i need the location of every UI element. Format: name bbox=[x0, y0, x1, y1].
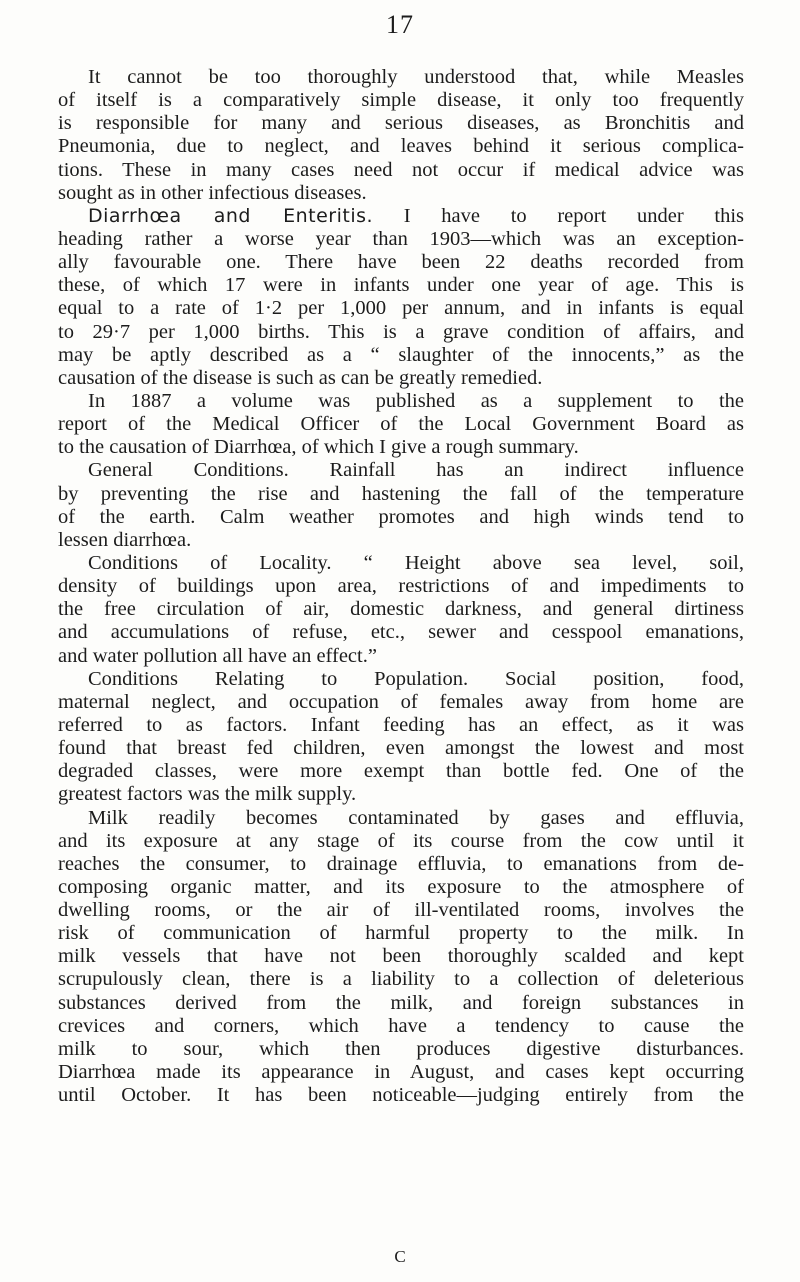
text-line: tions. These in many cases need not occur if medical advice was bbox=[58, 158, 744, 181]
text-line: referred to as factors. Infant feeding has an effect, as it was bbox=[58, 713, 744, 736]
text-line: greatest factors was the milk supply. bbox=[58, 783, 357, 806]
text-line: heading rather a worse year than 1903—which was an exception- bbox=[58, 227, 744, 250]
text-line: dwelling rooms, or the air of ill-ventilated rooms, involves the bbox=[58, 899, 744, 922]
text-line: Conditions Relating to Population. Social position, food, bbox=[88, 667, 744, 690]
signature-mark: C bbox=[394, 1247, 406, 1266]
text-line: reaches the consumer, to drainage effluvia, to emanations from de- bbox=[58, 852, 744, 875]
text-line: In 1887 a volume was published as a supplement to the bbox=[88, 389, 744, 412]
text-line: and water pollution all have an effect.” bbox=[58, 644, 377, 667]
text-line: crevices and corners, which have a tendency to cause the bbox=[58, 1014, 744, 1037]
text-line: causation of the disease is such as can be greatly remedied. bbox=[58, 366, 543, 389]
text-line: sought as in other infectious diseases. bbox=[58, 181, 367, 204]
text-line: scrupulously clean, there is a liability to a collection of deleterious bbox=[58, 968, 744, 991]
text-line: until October. It has been noticeable—judging entirely from the bbox=[58, 1084, 744, 1107]
text-line: found that breast fed children, even amongst the lowest and most bbox=[58, 737, 744, 760]
text-line: these, of which 17 were in infants under one year of age. This is bbox=[58, 274, 744, 297]
text-line: milk vessels that have not been thoroughly scalded and kept bbox=[58, 945, 744, 968]
text-line: of the earth. Calm weather promotes and high winds tend to bbox=[58, 505, 744, 528]
text-line: may be aptly described as a “ slaughter of the innocents,” as the bbox=[58, 343, 744, 366]
section-heading: Diarrhœa and Enteritis. bbox=[88, 204, 374, 227]
text-line: Pneumonia, due to neglect, and leaves behind it serious complica- bbox=[58, 135, 744, 158]
text-line: is responsible for many and serious diseases, as Bronchitis and bbox=[58, 112, 744, 135]
text-line: Diarrhœa made its appearance in August, and cases kept occurring bbox=[58, 1061, 744, 1084]
text-line: composing organic matter, and its exposure to the atmosphere of bbox=[58, 875, 744, 898]
text-line: Conditions of Locality. “ Height above sea level, soil, bbox=[88, 551, 744, 574]
text-line: risk of communication of harmful property to the milk. In bbox=[58, 922, 744, 945]
text-line: the free circulation of air, domestic darkness, and general dirtiness bbox=[58, 598, 744, 621]
text-line: lessen diarrhœa. bbox=[58, 528, 192, 551]
text-line: maternal neglect, and occupation of females away from home are bbox=[58, 690, 744, 713]
text-line: equal to a rate of 1·2 per 1,000 per annum, and in infants is equal bbox=[58, 297, 744, 320]
text-line: Milk readily becomes contaminated by gases and effluvia, bbox=[88, 806, 744, 829]
text-line: degraded classes, were more exempt than bottle fed. One of the bbox=[58, 760, 744, 783]
text-line: ally favourable one. There have been 22 deaths recorded from bbox=[58, 251, 744, 274]
text-line bbox=[58, 205, 744, 228]
body-text bbox=[58, 66, 744, 1107]
text-line: to the causation of Diarrhœa, of which I give a rough summary. bbox=[58, 436, 579, 459]
text-line: milk to sour, which then produces digestive disturbances. bbox=[58, 1037, 744, 1060]
text-line: and its exposure at any stage of its course from the cow until it bbox=[58, 829, 744, 852]
text-line: by preventing the rise and hastening the fall of the temperature bbox=[58, 482, 744, 505]
text-line-content: I have to report under this bbox=[373, 204, 744, 227]
text-line: It cannot be too thoroughly understood that, while Measles bbox=[88, 66, 744, 88]
text-line: density of buildings upon area, restrictions of and impediments to bbox=[58, 575, 744, 598]
text-line: of itself is a comparatively simple disease, it only too frequently bbox=[58, 89, 744, 112]
text-line: report of the Medical Officer of the Local Government Board as bbox=[58, 413, 744, 436]
text-line: and accumulations of refuse, etc., sewer and cesspool emanations, bbox=[58, 621, 744, 644]
text-line: to 29·7 per 1,000 births. This is a grave condition of affairs, and bbox=[58, 320, 744, 343]
page-number: 17 bbox=[386, 10, 414, 39]
text-line: General Conditions. Rainfall has an indirect influence bbox=[88, 459, 744, 482]
text-line: substances derived from the milk, and foreign substances in bbox=[58, 991, 744, 1014]
